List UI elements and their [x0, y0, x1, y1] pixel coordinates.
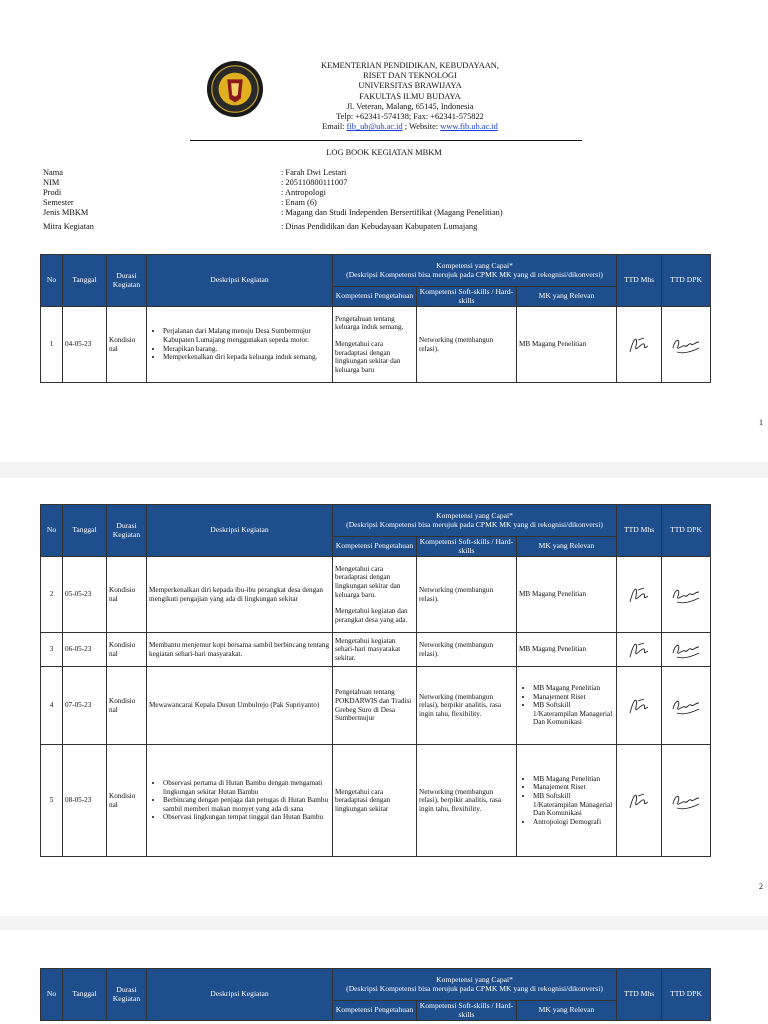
- row-deskripsi: [147, 307, 333, 383]
- page-1: [0, 0, 768, 462]
- col-header-tanggal: Tanggal: [63, 255, 107, 307]
- info-label-jenis-mbkm: Jenis MBKM: [43, 208, 89, 217]
- kompetensi-note: (Deskripsi Kompetensi bisa merujuk pada CPMK MK yang di rekognisi/dikonversi): [346, 983, 603, 993]
- row-tanggal: 07-05-23: [63, 667, 107, 745]
- col-header-ttd-mhs: TTD Mhs: [617, 969, 662, 1021]
- row-durasi: Kondisio nal: [107, 745, 147, 857]
- pengetahuan-text: Mengetahui kegiatan sehari-hari masyarakat sekitar.: [335, 636, 401, 662]
- col-header-tanggal: Tanggal: [63, 969, 107, 1021]
- info-value-nim: : 205110800111007: [281, 178, 348, 187]
- col-header-ttd-mhs: TTD Mhs: [617, 505, 662, 557]
- row-ttd-dpk: [662, 745, 711, 857]
- info-label-semester: Semester: [43, 198, 74, 207]
- col-header-no: No: [41, 505, 63, 557]
- row-ttd-dpk: [662, 667, 711, 745]
- info-label-prodi: Prodi: [43, 188, 62, 197]
- pengetahuan-text: Mengetahui cara beradaptasi dengan lingkungan sekitar: [335, 787, 391, 813]
- mk-bullet: • MB Magang Penelitian: [533, 684, 614, 693]
- deskripsi-bullet: • Observasi pertama di Hutan Bambu dengan mengamati lingkungan sekitar Hutan Bambu: [163, 779, 330, 796]
- deskripsi-bullet: • Observasi lingkungan tempat tinggal dan Hutan Bambu: [163, 813, 330, 822]
- mk-bullet: • Manajement Riset: [533, 693, 614, 702]
- signature-mhs-icon: [624, 693, 654, 719]
- deskripsi-bullet: • Merapikan barang.: [163, 345, 330, 354]
- col-header-mk: MK yang Relevan: [517, 537, 617, 557]
- signature-dpk-icon: [669, 637, 703, 663]
- page-number: 1: [759, 418, 763, 427]
- col-header-mk: MK yang Relevan: [517, 287, 617, 307]
- table-row: [41, 557, 711, 633]
- page-3: [0, 930, 768, 1024]
- col-header-mk: MK yang Relevan: [517, 1001, 617, 1021]
- page-2: [0, 478, 768, 916]
- university-logo: [206, 60, 264, 118]
- row-ttd-mhs: [617, 307, 662, 383]
- row-softskills: Networking (membangun relasi).: [417, 557, 517, 633]
- col-header-durasi: Durasi Kegiatan: [107, 505, 147, 557]
- table-row: [41, 633, 711, 667]
- kompetensi-note: (Deskripsi Kompetensi bisa merujuk pada CPMK MK yang di rekognisi/dikonversi): [346, 269, 603, 279]
- col-header-kompetensi: [333, 505, 617, 537]
- row-durasi: Kondisio nal: [107, 307, 147, 383]
- row-tanggal: 08-05-23: [63, 745, 107, 857]
- logbook-table: [40, 504, 711, 857]
- row-durasi: Kondisio nal: [107, 667, 147, 745]
- row-softskills: Networking (membangun relasi), berpikir analitis, rasa ingin tahu, flexibility.: [417, 667, 517, 745]
- col-header-pengetahuan: Kompetensi Pengetahuan: [333, 287, 417, 307]
- row-tanggal: 06-05-23: [63, 633, 107, 667]
- row-mk: MB Magang Penelitian: [517, 307, 617, 383]
- col-header-ttd-dpk: TTD DPK: [662, 505, 711, 557]
- info-value-nama: : Farah Dwi Lestari: [281, 168, 347, 177]
- signature-dpk-icon: [669, 693, 703, 719]
- email-link[interactable]: fib_ub@ub.ac.id: [346, 122, 403, 132]
- col-header-ttd-dpk: TTD DPK: [662, 255, 711, 307]
- col-header-pengetahuan: Kompetensi Pengetahuan: [333, 537, 417, 557]
- info-label-nim: NIM: [43, 178, 60, 187]
- logbook-table: [40, 254, 711, 383]
- col-header-tanggal: Tanggal: [63, 505, 107, 557]
- signature-mhs-icon: [624, 637, 654, 663]
- col-header-no: No: [41, 969, 63, 1021]
- header-line: UNIVERSITAS BRAWIJAYA: [358, 81, 462, 91]
- row-tanggal: 05-05-23: [63, 557, 107, 633]
- row-pengetahuan: [333, 557, 417, 633]
- page-number: 2: [759, 882, 763, 891]
- row-no: 3: [41, 633, 63, 667]
- row-no: 1: [41, 307, 63, 383]
- row-ttd-mhs: [617, 667, 662, 745]
- col-header-kompetensi: [333, 255, 617, 287]
- table-row: [41, 307, 711, 383]
- info-value-semester: : Enam (6): [281, 198, 317, 207]
- deskripsi-bullet: • Memperkenalkan diri kepada keluarga induk semang.: [163, 353, 330, 362]
- row-no: 2: [41, 557, 63, 633]
- kompetensi-title: Kompetensi yang Capai*: [436, 510, 513, 520]
- row-softskills: Networking (membangun relasi), berpikir analitis, rasa ingin tahu, flexibility.: [417, 745, 517, 857]
- row-deskripsi: [147, 745, 333, 857]
- pengetahuan-text: Pengetahuan tentang keluarga induk semang.: [335, 314, 404, 332]
- info-value-mitra: : Dinas Pendidikan dan Kebudayaan Kabupaten Lumajang: [281, 222, 478, 231]
- pengetahuan-text: Pengetahuan tentang POKDARWIS dan Tradisi Grebeg Suro di Desa Sumbermujur: [335, 688, 412, 723]
- col-header-deskripsi: Deskripsi Kegiatan: [147, 969, 333, 1021]
- header-line: KEMENTERIAN PENDIDIKAN, KEBUDAYAAN,: [321, 61, 499, 70]
- table-row: [41, 745, 711, 857]
- col-header-softskills: Kompetensi Soft-skills / Hard-skills: [417, 287, 517, 307]
- row-ttd-mhs: [617, 745, 662, 857]
- pengetahuan-text: Mengetahui cara beradaptasi dengan lingkungan sekitar dan keluarga baru: [335, 339, 401, 374]
- info-value-prodi: : Antropologi: [281, 188, 326, 197]
- signature-dpk-icon: [669, 332, 703, 358]
- row-mk: MB Magang Penelitian: [517, 633, 617, 667]
- website-label: ; Website:: [402, 122, 441, 132]
- email-label: Email:: [322, 122, 347, 132]
- info-label-mitra: Mitra Kegiatan: [43, 222, 94, 231]
- row-no: 4: [41, 667, 63, 745]
- signature-mhs-icon: [624, 332, 654, 358]
- row-ttd-dpk: [662, 307, 711, 383]
- col-header-ttd-dpk: TTD DPK: [662, 969, 711, 1021]
- info-label-nama: Nama: [43, 168, 63, 177]
- signature-dpk-icon: [669, 788, 703, 814]
- row-pengetahuan: [333, 307, 417, 383]
- website-link[interactable]: www.fib.ub.ac.id: [440, 122, 498, 132]
- row-tanggal: 04-05-23: [63, 307, 107, 383]
- mk-bullet: • MB Softskill 1/Katerampilan Managerial Dan Komunikasi: [533, 701, 614, 727]
- signature-mhs-icon: [624, 788, 654, 814]
- row-durasi: Kondisio nal: [107, 633, 147, 667]
- col-header-softskills: Kompetensi Soft-skills / Hard-skills: [417, 1001, 517, 1021]
- kompetensi-title: Kompetensi yang Capai*: [436, 974, 513, 984]
- row-pengetahuan: [333, 667, 417, 745]
- kompetensi-note: (Deskripsi Kompetensi bisa merujuk pada CPMK MK yang di rekognisi/dikonversi): [346, 519, 603, 529]
- pengetahuan-text: Mengetahui cara beradaptasi dengan lingkungan sekitar dan keluarga baru.: [335, 564, 401, 599]
- table-row: [41, 667, 711, 745]
- col-header-ttd-mhs: TTD Mhs: [617, 255, 662, 307]
- row-deskripsi: Membantu menjemur kopi bersama sambil berbincang tentang kegiatan sehari-hari masyarakat.: [147, 633, 333, 667]
- row-mk: [517, 745, 617, 857]
- mk-bullet: • MB Magang Penelitian: [533, 775, 614, 784]
- institution-header: [270, 61, 550, 132]
- col-header-no: No: [41, 255, 63, 307]
- row-mk: MB Magang Penelitian: [517, 557, 617, 633]
- info-value-jenis-mbkm: : Magang dan Studi Independen Bersertifikat (Magang Penelitian): [281, 208, 503, 217]
- row-ttd-mhs: [617, 557, 662, 633]
- kompetensi-title: Kompetensi yang Capai*: [436, 260, 513, 270]
- row-durasi: Kondisio nal: [107, 557, 147, 633]
- row-pengetahuan: [333, 633, 417, 667]
- logbook-table: [40, 968, 711, 1021]
- col-header-durasi: Durasi Kegiatan: [107, 255, 147, 307]
- col-header-softskills: Kompetensi Soft-skills / Hard-skills: [417, 537, 517, 557]
- mk-bullet: • Manajement Riset: [533, 783, 614, 792]
- row-deskripsi: Memperkenalkan diri kepada ibu-ibu perangkat desa dengan mengikuti pengajian yang ada di lingkungan sekitar: [147, 557, 333, 633]
- signature-mhs-icon: [624, 582, 654, 608]
- col-header-pengetahuan: Kompetensi Pengetahuan: [333, 1001, 417, 1021]
- col-header-kompetensi: [333, 969, 617, 1001]
- row-softskills: Networking (membangun relasi).: [417, 307, 517, 383]
- col-header-deskripsi: Deskripsi Kegiatan: [147, 505, 333, 557]
- row-ttd-mhs: [617, 633, 662, 667]
- header-line: RISET DAN TEKNOLOGI: [363, 71, 457, 81]
- deskripsi-bullet: • Perjalanan dari Malang menuju Desa Sumbermujur Kabupaten Lumajang menggunakan sepeda motor.: [163, 327, 330, 344]
- header-line: Telp: +62341-574138; Fax: +62341-575822: [336, 112, 484, 122]
- row-deskripsi: Mewawancarai Kepala Dusun Umbulrejo (Pak Supriyanto): [147, 667, 333, 745]
- contact-line: [270, 122, 550, 132]
- pengetahuan-text: Mengetahui kegiatan dan perangkat desa yang ada.: [335, 607, 408, 624]
- row-no: 5: [41, 745, 63, 857]
- row-ttd-dpk: [662, 633, 711, 667]
- col-header-deskripsi: Deskripsi Kegiatan: [147, 255, 333, 307]
- mk-bullet: • Antropologi Demografi: [533, 818, 614, 827]
- row-pengetahuan: [333, 745, 417, 857]
- row-ttd-dpk: [662, 557, 711, 633]
- document-title: LOG BOOK KEGIATAN MBKM: [326, 148, 442, 157]
- row-mk: [517, 667, 617, 745]
- mk-bullet: • MB Softskill 1/Katerampilan Managerial Dan Komunikasi: [533, 792, 614, 818]
- signature-dpk-icon: [669, 582, 703, 608]
- header-line: FAKULTAS ILMU BUDAYA: [359, 91, 461, 101]
- col-header-durasi: Durasi Kegiatan: [107, 969, 147, 1021]
- header-divider: [190, 140, 582, 141]
- deskripsi-bullet: • Berbincang dengan penjaga dan petugas di Hutan Bambu sambil memberi makan monyet yang ada di sana: [163, 796, 330, 813]
- header-line: Jl. Veteran, Malang, 65145, Indonesia: [346, 101, 474, 111]
- row-softskills: Networking (membangun relasi).: [417, 633, 517, 667]
